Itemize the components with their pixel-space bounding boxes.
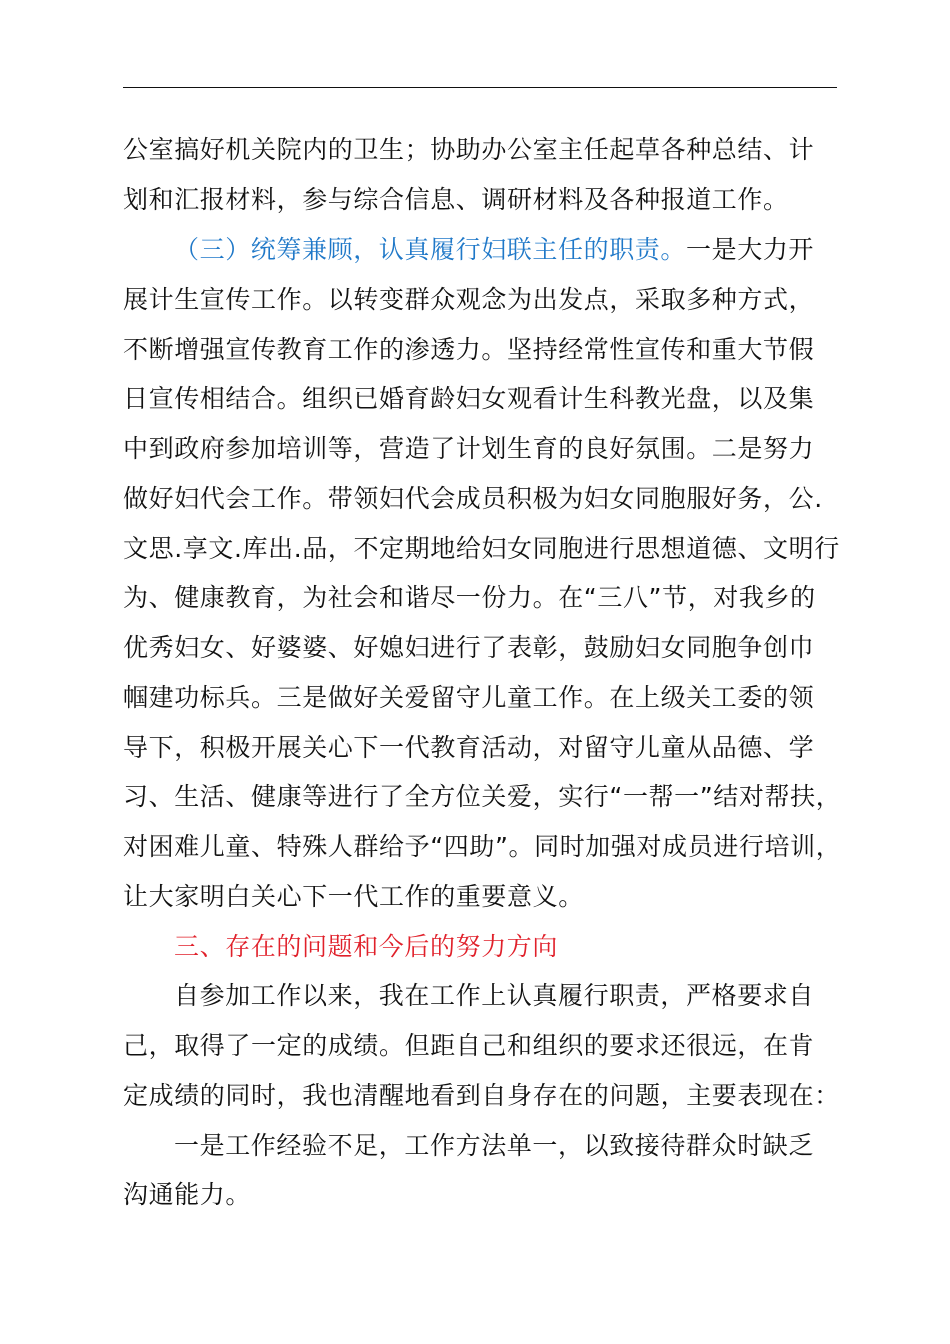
body-line: 习、生活、健康等进行了全方位关爱，实行“一帮一”结对帮扶， (123, 782, 842, 811)
body-text: 一是大力开 (686, 235, 815, 264)
body-line: 做好妇代会工作。带领妇代会成员积极为妇女同胞服好务，公. (123, 484, 823, 513)
subsection-heading: （三）统筹兼顾，认真履行妇联主任的职责。 (174, 235, 687, 264)
body-line: 优秀妇女、好婆婆、好媳妇进行了表彰，鼓励妇女同胞争创巾 (123, 633, 815, 662)
body-line: 自参加工作以来，我在工作上认真履行职责，严格要求自 (174, 981, 815, 1010)
body-line: 文思.享文.库出.品，不定期地给妇女同胞进行思想道德、文明行 (123, 534, 840, 563)
body-line: 对困难儿童、特殊人群给予“四助”。同时加强对成员进行培训， (123, 832, 842, 861)
body-line: 帼建功标兵。三是做好关爱留守儿童工作。在上级关工委的领 (123, 683, 815, 712)
body-line: 为、健康教育，为社会和谐尽一份力。在“三八”节，对我乡的 (123, 583, 816, 612)
body-line: 不断增强宣传教育工作的渗透力。坚持经常性宣传和重大节假 (123, 335, 815, 364)
body-line: 导下，积极开展关心下一代教育活动，对留守儿童从品德、学 (123, 733, 815, 762)
body-line: 定成绩的同时，我也清醒地看到自身存在的问题，主要表现在： (123, 1081, 840, 1110)
header-rule (123, 87, 837, 88)
section-heading: 三、存在的问题和今后的努力方向 (174, 932, 559, 961)
section-heading-line (174, 235, 814, 265)
body-line: 公室搞好机关院内的卫生；协助办公室主任起草各种总结、计 (123, 135, 815, 164)
body-line: 让大家明白关心下一代工作的重要意义。 (123, 882, 584, 911)
body-line: 展计生宣传工作。以转变群众观念为出发点，采取多种方式， (123, 285, 815, 314)
body-line: 日宣传相结合。组织已婚育龄妇女观看计生科教光盘，以及集 (123, 384, 815, 413)
body-line: 沟通能力。 (123, 1180, 252, 1209)
body-line: 己，取得了一定的成绩。但距自己和组织的要求还很远，在肯 (123, 1031, 815, 1060)
body-line: 一是工作经验不足，工作方法单一，以致接待群众时缺乏 (174, 1131, 815, 1160)
body-line: 中到政府参加培训等，营造了计划生育的良好氛围。二是努力 (123, 434, 815, 463)
body-line: 划和汇报材料，参与综合信息、调研材料及各种报道工作。 (123, 185, 789, 214)
